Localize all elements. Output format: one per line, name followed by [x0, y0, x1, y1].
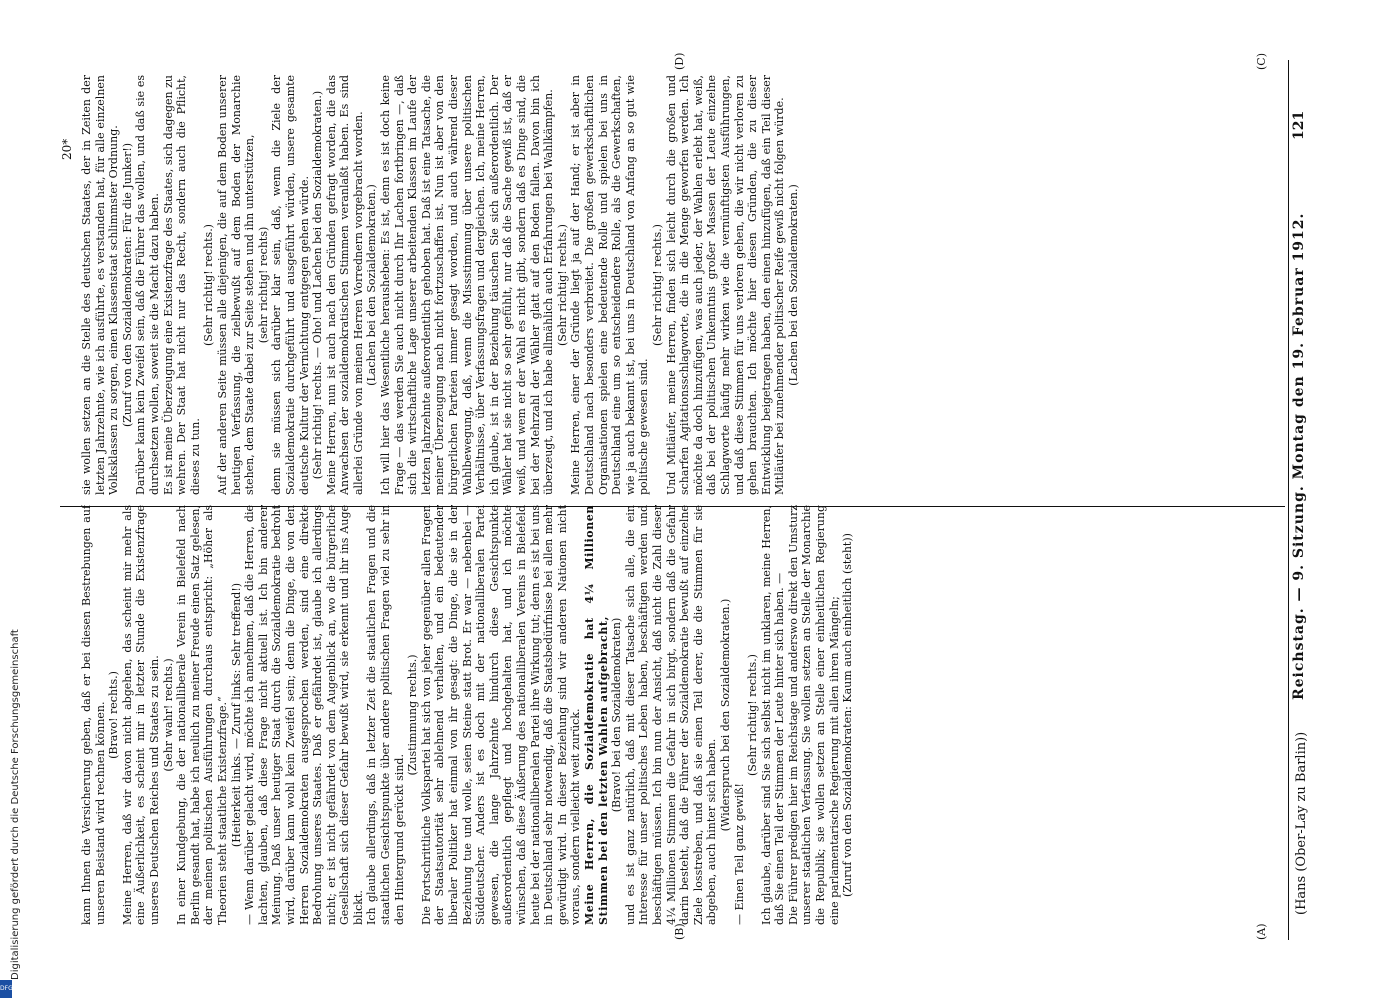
digitization-credit-strip	[0, 0, 21, 1000]
right-interjection: (Sehr richtig! rechts.)	[555, 224, 569, 346]
left-paragraph: — Einen Teil ganz gewiß!	[732, 783, 746, 925]
header-speaker-name: (Hans (Ober-Lay zu Barlin))	[1294, 731, 1309, 915]
digitization-credit-text: Digitalisierung gefördert durch die Deutsche Forschungsgemeinschaft	[10, 629, 21, 980]
left-interjection: (Zuruf von den Sozialdemokraten: Kaum auch einheitlich (steht))	[841, 533, 855, 897]
right-paragraph: Ich will hier das Wesentliche herausheben: Es ist, denn es ist doch keine Frage — das werden Sie auch nicht durch Ihr Lachen fortbringen —, daß sich die wirtschaftliche Lage unserer arbeitenden Klassen im Laufe der letzten Jahrzehnte außerordentlich gehoben hat. Daß ist eine Tatsache, die meiner Überzeugung nach nicht fortzuschaffen ist. Nun ist aber von den bürgerlichen Parteien immer gesagt worden, und auch während dieser Wahlbewegung, daß, wenn die Missstimmung über unsere politischen Verhältnisse, über Verfassungsfragen und dergleichen. Ich, meine Herren, ich glaube, ist in der Beziehung täuschen Sie sich außerordentlich. Der Wähler hat sie nicht so sehr gefühlt, nur daß die Sache gewiß ist, daß er weiß, und wem er der Wahl es nicht gibt, sondern daß es Dinge sind, die bei der Mehrzahl der Wähler glatt auf den Boden fallen. Davon bin ich überzeugt, und ich habe allmählich auch Erfahrungen bei Wahlkämpfen.	[379, 75, 556, 495]
left-paragraph: — Wenn darüber gelacht wird, möchte ich annehmen, daß die Herren, die lachten, glauben, daß diese Frage nicht aktuell ist. Ich bin anderer Meinung. Daß unser heutiger Staat durch die Sozialdemokratie bedroht wird, darüber kann wohl kein Zweifel sein; denn die Dinge, die von den Herren Sozialdemokraten ausgesprochen werden, sind eine direkte Bedrohung unseres Staates. Daß er gefährdet ist, glaube ich allerdings nicht; er ist nicht gefährdet von dem Augenblick an, wo die bürgerliche Gesellschaft sich dieser Gefahr bewußt wird, sie erkennt und ihr ins Auge blickt.	[243, 505, 365, 925]
right-interjection: (Sehr richtig! rechts. — Oho! und Lachen bei den Sozialdemokraten.)	[311, 90, 325, 480]
right-interjection: (Lachen bei den Sozialdemokraten.)	[365, 184, 379, 386]
left-interjection: (Sehr richtig! rechts.)	[746, 654, 760, 776]
right-column	[80, 75, 1280, 495]
margin-mark-a: (A)	[1255, 923, 1268, 940]
header-rule	[1288, 60, 1289, 940]
left-interjection: (Bravo! rechts.)	[107, 671, 121, 759]
right-interjection: (Lachen bei den Sozialdemokraten.)	[786, 184, 800, 386]
left-interjection: (Bravo! bei den Sozialdemokraten)	[610, 617, 624, 813]
header-title: Reichstag. — 9. Sitzung. Montag den 19. Februar 1912.	[1291, 212, 1307, 700]
right-paragraph: Darüber kann kein Zweifel sein, daß die Führer das wollen, und daß sie es durchsetzen wollen, soweit sie die Macht dazu haben.	[134, 75, 161, 495]
right-interjection: (Sehr richtig! rechts.)	[650, 224, 664, 346]
left-interjection: (Sehr wahr! rechts.)	[161, 658, 175, 772]
right-paragraph: Und Mitläufer, meine Herren, finden sich leicht durch die großen und scharfen Agitationsschlagworte, die in die Menge geworfen werden. Ich möchte da doch hinzufügen, was auch jeder, der Wahlen erlebt hat, weiß, daß bei der politischen Unkenntnis großer Massen der Leute einzelne Schlagworte häufig mehr wirken wie die vernünftigsten Ausführungen, und daß diese Stimmen für uns verloren gehen, die wir nicht verloren zu gehen brauchten. Ich möchte hier diesen Gründen, die zu dieser Entwicklung beigetragen haben, den einen hinzufügen, daß ein Teil dieser Mitläufer bei zunehmender politischer Reife gewiß nicht folgen würde.	[664, 75, 787, 495]
right-interjection: (sehr richtig! rechts)	[256, 226, 270, 344]
right-paragraph: Meine Herren, einer der Gründe liegt ja auf der Hand; er ist aber in Deutschland nach besonders verbreitet. Die großen gewerkschaftlichen Organisationen spielen eine bedeutende Rolle und spielen bei uns in Deutschland eine um so entscheidendere Rolle, als die Gewerkschaften, wie ja auch bekannt ist, bei uns in Deutschland von Anfang an so gut wie politische gewesen sind.	[569, 75, 651, 495]
margin-mark-d: (D)	[673, 52, 686, 70]
right-paragraph: Meine Herren, nun ist auch nach den Gründen gefragt worden, die das Anwachsen der sozialdemokratischen Stimmen veranlaßt haben. Es sind allerlei Gründe von meinen Herren Vorrednern vorgebracht worden.	[324, 75, 365, 495]
left-paragraph: Die Führer predigen hier im Reichstage und anderswo direkt den Umsturz unserer staatlichen Verfassung. Sie wollen setzen an Stelle der Monarchie die Republik; sie wollen setzen an Stelle einer einheitlichen Regierung eine parlamentarische Regierung mit allen ihren Mängeln;	[786, 505, 841, 925]
left-paragraph: In einer Kundgebung, die der nationalliberale Verein in Bielefeld nach Berlin gesandt hat, habe ich neulich zu meiner Freude einen Satz gelesen, der meinen politischen Ausführungen durchaus entspricht: „Höher als Theorien steht staatliche Existenzfrage.“	[175, 505, 229, 925]
left-interjection: (Widerspruch bei den Sozialdemokraten.)	[718, 598, 732, 832]
left-interjection: (Heiterkeit links. — Zuruf links: Sehr treffend!)	[229, 582, 243, 848]
right-interjection: (Zuruf von den Sozialdemokraten: Für die Junker!)	[120, 142, 134, 428]
page-footer-mark: 20*	[60, 138, 74, 160]
header-page-number: 121	[1291, 110, 1307, 140]
left-paragraph: Ich glaube, darüber sind Sie sich selbst nicht im unklaren, meine Herren, daß Sie einen Teil der Stimmen der Leute hinter sich haben. —	[759, 505, 787, 925]
margin-mark-b: (B)	[673, 923, 686, 940]
left-paragraph: Ich glaube allerdings, daß in letzter Zeit die staatlichen Fragen und die staatlichen Gesichtspunkte über andere politischen Fragen viel zu sehr in den Hintergrund gerückt sind.	[365, 505, 406, 925]
right-paragraph: denn sie müssen sich darüber klar sein, daß, wenn die Ziele der Sozialdemokratie durchgeführt und ausgeführt würden, unsere gesamte deutsche Kultur der Vernichtung entgegen gehen würde.	[270, 75, 311, 495]
left-paragraph: und es ist ganz natürlich, daß mit dieser Tatsache sich alle, die ein Interesse für unser politisches Leben haben, beschäftigen werden und beschäftigen müssen. Ich bin nun der Ansicht, daß nicht die Zahl dieser 4¼ Millionen Stimmen die Gefahr in sich birgt, sondern daß die Gefahr darin besteht, daß die Führer der Sozialdemokratie bewußt auf einzelne Ziele losstreben, und daß sie einen Teil derer, die die Stimmen für sie abgeben, auch hinter sich haben.	[623, 505, 719, 925]
left-paragraph: Die Fortschrittliche Volkspartei hat sich von jeher gegenüber allen Fragen der Staatsautorität sehr ablehnend verhalten, und ein bedeutender liberaler Politiker hat einmal von ihr gesagt: die Dinge, die sie in der Beziehung tue und wolle, seien Steine statt Brot. Er war — nebenbei — Süddeutscher. Anders ist es doch mit der nationalliberalen Partei gewesen, die lange Jahrzehnte hindurch diese Gesichtspunkte außerordentlich gepflegt und hochgehalten hat, und ich möchte wünschen, daß diese Äußerung des nationalliberalen Vereins in Bielefeld heute bei der nationalliberalen Partei ihre Wirkung tut; denn es ist bei uns in Deutschland sehr notwendig, daß die Staatsbedürfnisse bei allen mehr gewürdigt wird. In dieser Beziehung sind wir anderen Nationen nicht voraus, sondern vielleicht weit zurück.	[419, 505, 583, 925]
left-paragraph: Meine Herren, daß wir davon nicht abgehen, das scheint mir mehr als eine Äußerlichkeit, es scheint mir in letzter Stunde die Existenzfrage unseres Deutschen Reiches und Staates zu sein.	[120, 505, 161, 925]
left-interjection: (Zustimmung rechts.)	[406, 654, 420, 776]
right-paragraph: sie wollen setzen an die Stelle des deutschen Staates, der in Zeiten der letzten Jahrzehnte, wie ich ausführte, es verstanden hat, für alle einzelnen Volksklassen zu sorgen, einen Klassenstaat schlimmster Ordnung.	[80, 75, 121, 495]
left-paragraph: kann Ihnen die Versicherung geben, daß er bei diesen Bestrebungen auf unseren Beistand wird rechnen können.	[80, 505, 107, 925]
right-paragraph: Es ist meine Überzeugung eine Existenzfrage des Staates, sich dagegen zu wehren. Der Staat hat nicht nur das Recht, sondern auch die Pflicht, dieses zu tun.	[161, 75, 202, 495]
right-interjection: (Sehr richtig! rechts.)	[202, 224, 216, 346]
right-paragraph: Auf der anderen Seite müssen alle diejenigen, die auf dem Boden unserer heutigen Verfassung, die zielbewußt auf dem Boden der Monarchie stehen, dem Staate dabei zur Seite stehen und ihn unterstützen,	[215, 75, 257, 495]
left-paragraph: Meine Herren, die Sozialdemokratie hat 4¼ Millionen Stimmen bei den letzten Wahlen aufgebracht,	[582, 505, 610, 925]
left-column	[80, 505, 1280, 925]
margin-mark-c: (C)	[1255, 53, 1268, 70]
dfg-logo-icon: DFG	[0, 980, 12, 998]
